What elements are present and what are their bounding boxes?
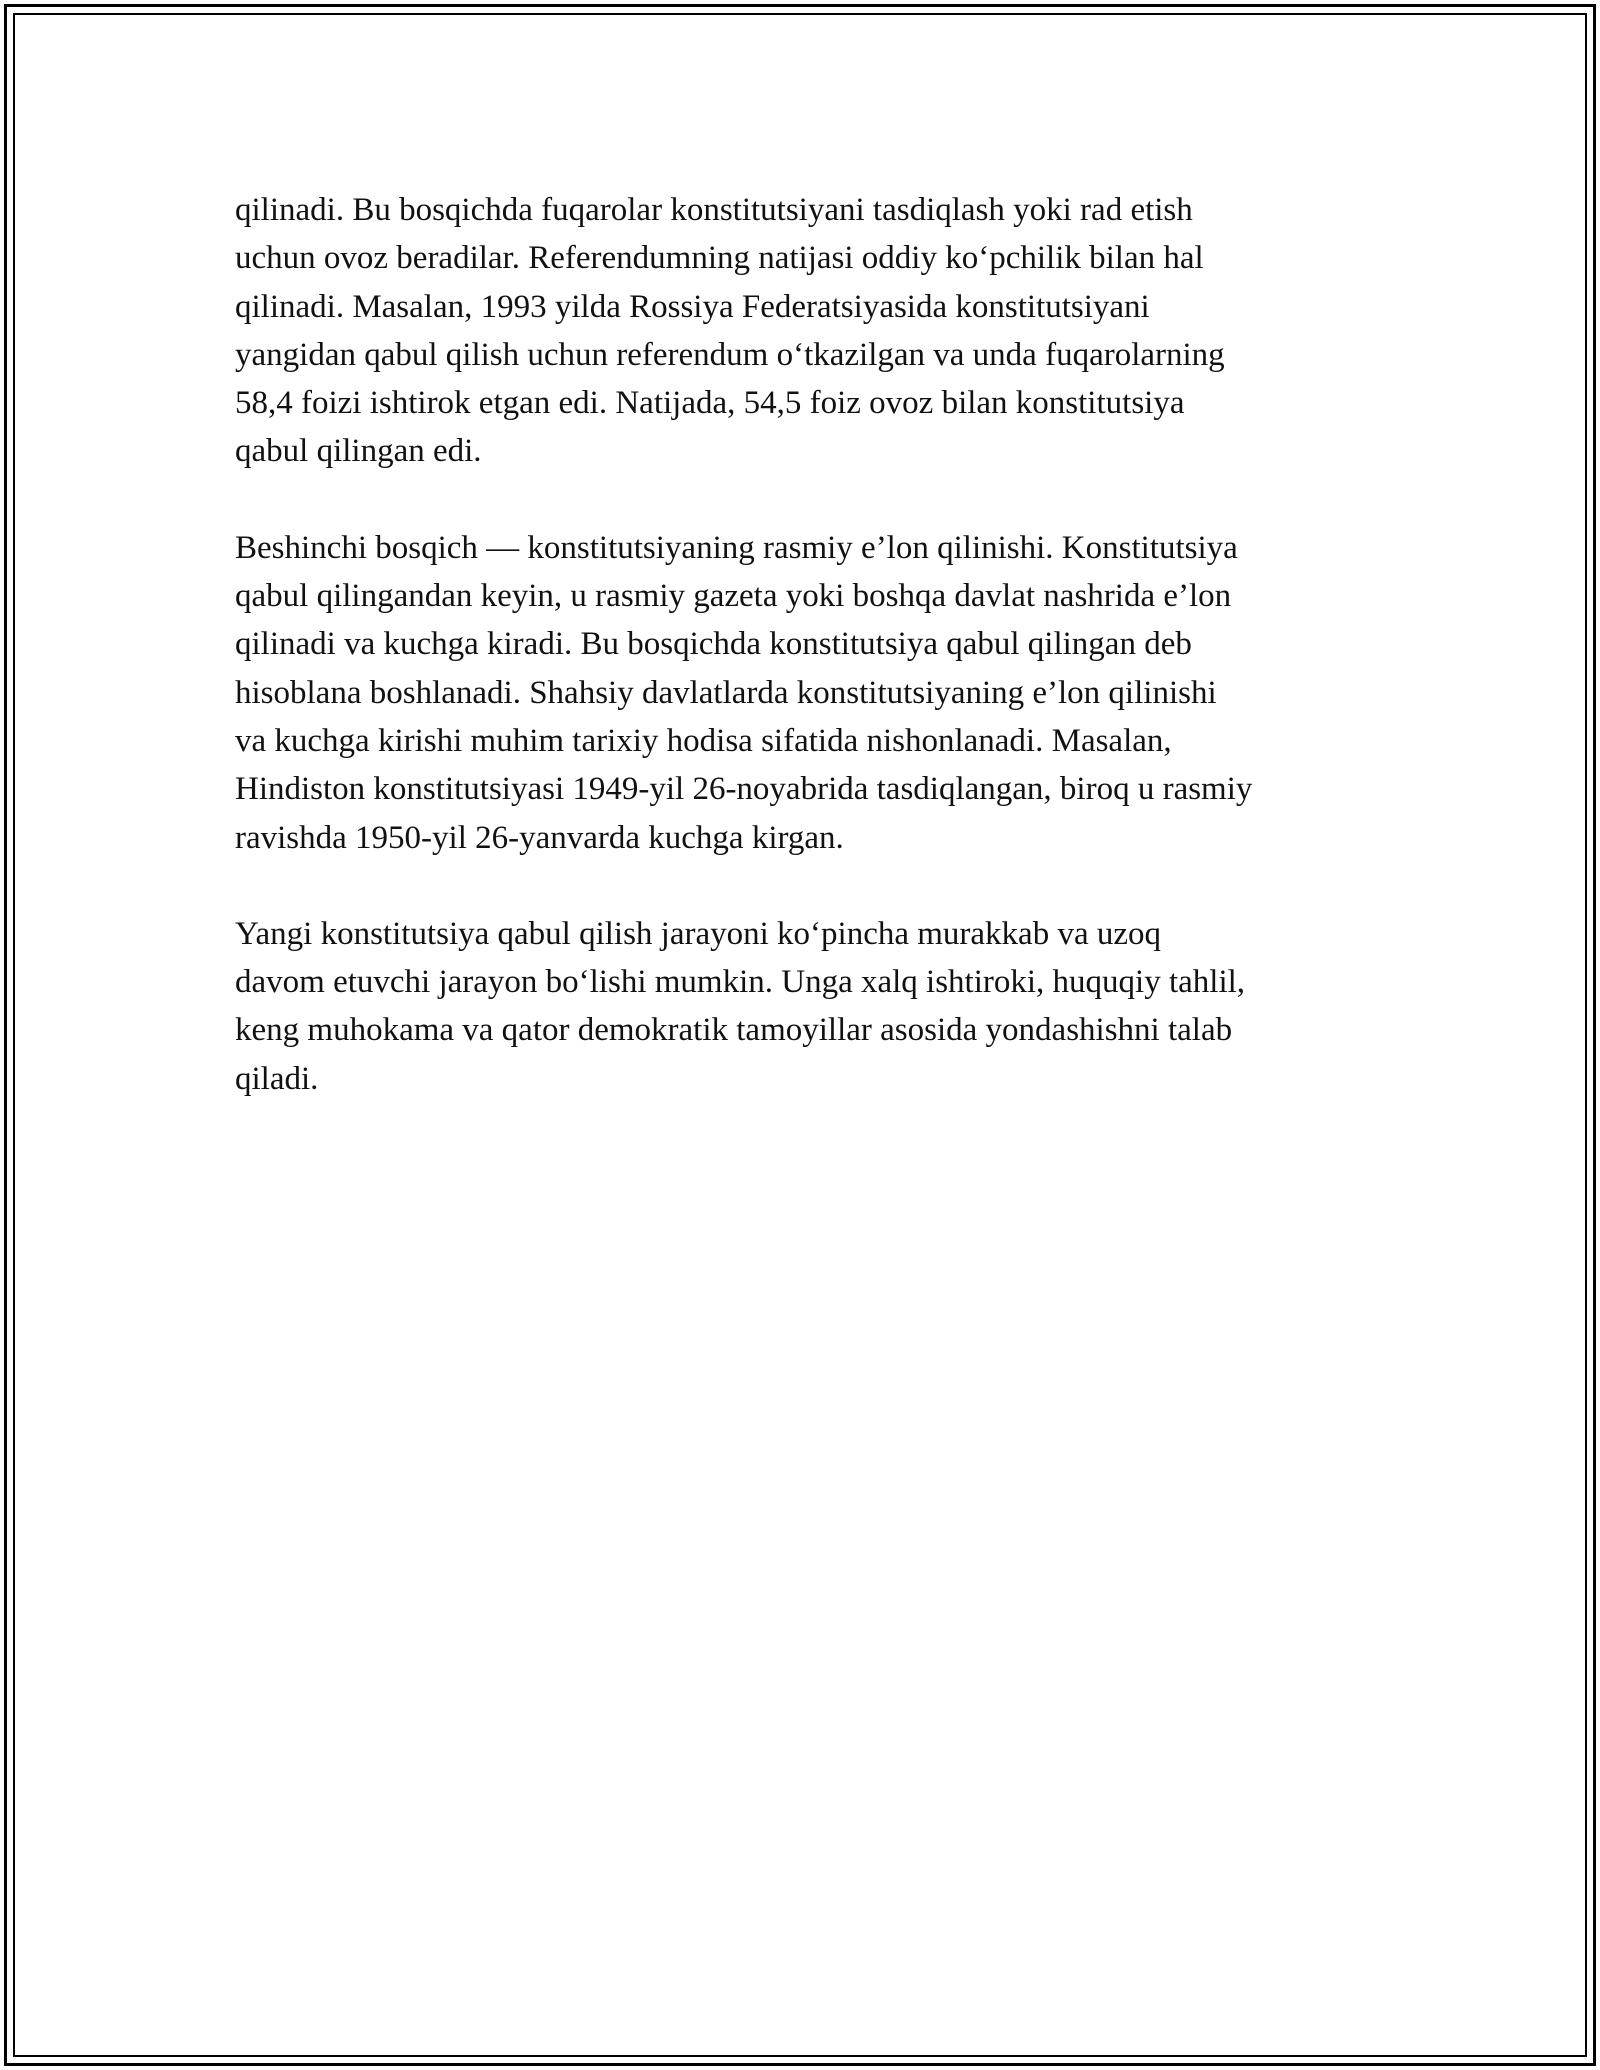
text-line: qabul qilingandan keyin, u rasmiy gazeta yoki boshqa davlat nashrida e’lon (235, 578, 1232, 615)
document-body (235, 186, 1375, 1151)
text-line: qilinadi va kuchga kiradi. Bu bosqichda konstitutsiya qabul qilingan deb (235, 626, 1192, 663)
text-line: hisoblana boshlanadi. Shahsiy davlatlarda konstitutsiyaning e’lon qilinishi (235, 674, 1217, 711)
text-line: qilinadi. Masalan, 1993 yilda Rossiya Federatsiyasida konstitutsiyani (235, 288, 1150, 325)
text-line: va kuchga kirishi muhim tarixiy hodisa sifatida nishonlanadi. Masalan, (235, 722, 1172, 759)
text-line: qabul qilingan edi. (235, 433, 482, 470)
text-line: uchun ovoz beradilar. Referendumning natijasi oddiy ko‘pchilik bilan hal (235, 240, 1204, 277)
text-line: qiladi. (235, 1060, 319, 1097)
text-line: keng muhokama va qator demokratik tamoyillar asosida yondashishni talab (235, 1012, 1233, 1049)
text-line: davom etuvchi jarayon bo‘lishi mumkin. Unga xalq ishtiroki, huquqiy tahlil, (235, 964, 1246, 1001)
paragraph-referendum (235, 186, 1375, 476)
text-line: yangidan qabul qilish uchun referendum o‘tkazilgan va unda fuqarolarning (235, 336, 1225, 373)
paragraph-conclusion (235, 910, 1375, 1103)
text-line: Hindiston konstitutsiyasi 1949-yil 26-noyabrida tasdiqlangan, biroq u rasmiy (235, 771, 1253, 808)
paragraph-fifth-stage (235, 524, 1375, 862)
text-line: Yangi konstitutsiya qabul qilish jarayoni ko‘pincha murakkab va uzoq (235, 915, 1161, 952)
text-line: qilinadi. Bu bosqichda fuqarolar konstitutsiyani tasdiqlash yoki rad etish (235, 192, 1193, 228)
text-line: ravishda 1950-yil 26-yanvarda kuchga kirgan. (235, 819, 844, 856)
text-line: 58,4 foizi ishtirok etgan edi. Natijada, 54,5 foiz ovoz bilan konstitutsiya (235, 385, 1185, 422)
text-line: Beshinchi bosqich — konstitutsiyaning rasmiy e’lon qilinishi. Konstitutsiya (235, 529, 1238, 566)
